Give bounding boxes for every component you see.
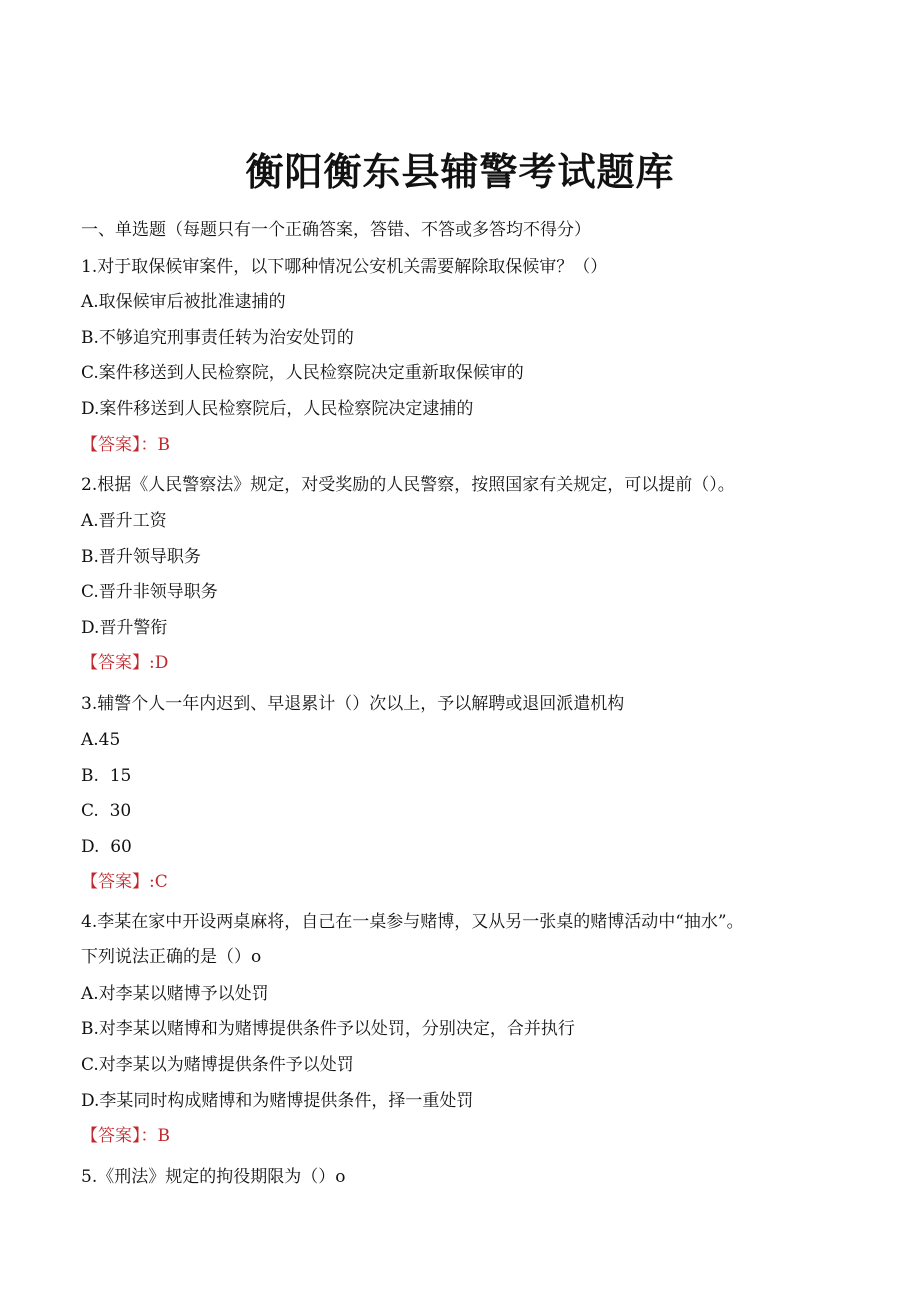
question-1-stem: 1.对于取保候审案件，以下哪种情况公安机关需要解除取保候审？（） bbox=[81, 257, 608, 277]
question-4-option-b: B.对李某以赌博和为赌博提供条件予以处罚，分别决定，合并执行 bbox=[81, 1019, 575, 1039]
question-3-option-a: A.45 bbox=[81, 730, 121, 750]
question-3-stem: 3.辅警个人一年内迟到、早退累计（）次以上，予以解聘或退回派遣机构 bbox=[81, 694, 625, 714]
question-4-stem-continued: 下列说法正确的是（）o bbox=[81, 947, 262, 967]
question-2-answer: 【答案】:D bbox=[81, 653, 169, 673]
question-3-option-d: D. 60 bbox=[81, 837, 132, 857]
question-2-option-b: B.晋升领导职务 bbox=[81, 547, 201, 567]
question-1-option-c: C.案件移送到人民检察院，人民检察院决定重新取保候审的 bbox=[81, 363, 524, 383]
question-2-option-d: D.晋升警衔 bbox=[81, 618, 168, 638]
question-1-option-d: D.案件移送到人民检察院后，人民检察院决定逮捕的 bbox=[81, 399, 474, 419]
question-5-stem: 5.《刑法》规定的拘役期限为（）o bbox=[81, 1167, 346, 1187]
question-3-option-c: C. 30 bbox=[81, 801, 132, 821]
section-heading: 一、单选题（每题只有一个正确答案，答错、不答或多答均不得分） bbox=[81, 220, 591, 240]
question-2-stem: 2.根据《人民警察法》规定，对受奖励的人民警察，按照国家有关规定，可以提前（）。 bbox=[81, 475, 735, 495]
page-title: 衡阳衡东县辅警考试题库 bbox=[245, 150, 675, 194]
question-2-option-a: A.晋升工资 bbox=[81, 511, 167, 531]
question-1-answer: 【答案】：B bbox=[81, 435, 170, 455]
question-3-option-b: B. 15 bbox=[81, 766, 132, 786]
question-4-option-c: C.对李某以为赌博提供条件予以处罚 bbox=[81, 1055, 354, 1075]
question-1-option-b: B.不够追究刑事责任转为治安处罚的 bbox=[81, 328, 354, 348]
question-2-option-c: C.晋升非领导职务 bbox=[81, 582, 218, 602]
question-1-option-a: A.取保候审后被批准逮捕的 bbox=[81, 292, 286, 312]
question-4-option-a: A.对李某以赌博予以处罚 bbox=[81, 984, 269, 1004]
question-3-answer: 【答案】:C bbox=[81, 872, 168, 892]
question-4-stem: 4.李某在家中开设两桌麻将，自己在一桌参与赌博，又从另一张桌的赌博活动中“抽水”。 bbox=[81, 912, 744, 932]
question-4-answer: 【答案】：B bbox=[81, 1126, 170, 1146]
question-4-option-d: D.李某同时构成赌博和为赌博提供条件，择一重处罚 bbox=[81, 1091, 474, 1111]
